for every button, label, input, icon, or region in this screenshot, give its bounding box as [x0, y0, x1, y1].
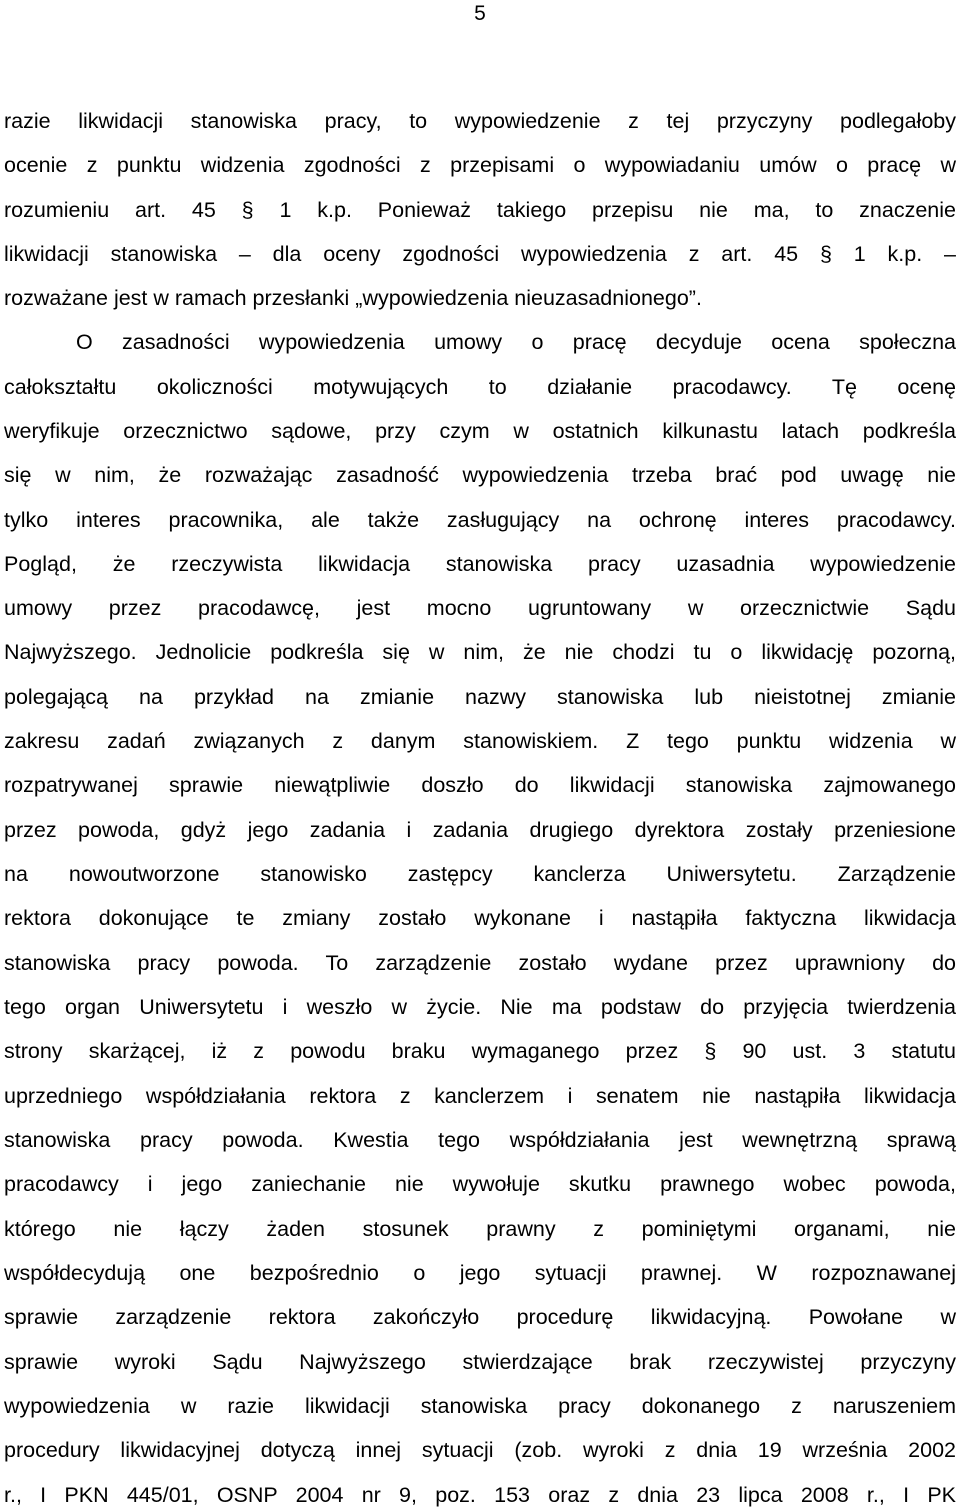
text-line: rozpatrywanej sprawie niewątpliwie doszło do likwidacji stanowiska zajmowanego	[4, 773, 956, 797]
text-line: stanowiska pracy powoda. Kwestia tego współdziałania jest wewnętrzną sprawą	[4, 1128, 956, 1152]
text-line: umowy przez pracodawcę, jest mocno ugruntowany w orzecznictwie Sądu	[4, 596, 956, 620]
text-line: zakresu zadań związanych z danym stanowiskiem. Z tego punktu widzenia w	[4, 729, 956, 753]
text-line: całokształtu okoliczności motywujących to działanie pracodawcy. Tę ocenę	[4, 375, 956, 399]
text-line: r., I PKN 445/01, OSNP 2004 nr 9, poz. 153 oraz z dnia 23 lipca 2008 r., I PK	[4, 1483, 956, 1507]
text-line: tylko interes pracownika, ale także zasługujący na ochronę interes pracodawcy.	[4, 508, 956, 532]
text-line: razie likwidacji stanowiska pracy, to wypowiedzenie z tej przyczyny podlegałoby	[4, 109, 956, 133]
text-line: sprawie zarządzenie rektora zakończyło procedurę likwidacyjną. Powołane w	[4, 1305, 956, 1329]
text-line: przez powoda, gdyż jego zadania i zadania drugiego dyrektora zostały przeniesione	[4, 818, 956, 842]
text-line: O zasadności wypowiedzenia umowy o pracę decyduje ocena społeczna	[76, 330, 956, 354]
text-line: strony skarżącej, iż z powodu braku wymaganego przez § 90 ust. 3 statutu	[4, 1039, 956, 1063]
text-line: wypowiedzenia w razie likwidacji stanowiska pracy dokonanego z naruszeniem	[4, 1394, 956, 1418]
text-line: likwidacji stanowiska – dla oceny zgodności wypowiedzenia z art. 45 § 1 k.p. –	[4, 242, 956, 266]
text-line: rozważane jest w ramach przesłanki „wypowiedzenia nieuzasadnionego”.	[4, 286, 702, 310]
text-line: ocenie z punktu widzenia zgodności z przepisami o wypowiadaniu umów o pracę w	[4, 153, 956, 177]
text-line: się w nim, że rozważając zasadność wypowiedzenia trzeba brać pod uwagę nie	[4, 463, 956, 487]
text-line: polegającą na przykład na zmianie nazwy stanowiska lub nieistotnej zmianie	[4, 685, 956, 709]
text-line: tego organ Uniwersytetu i weszło w życie. Nie ma podstaw do przyjęcia twierdzenia	[4, 995, 956, 1019]
text-line: stanowiska pracy powoda. To zarządzenie zostało wydane przez uprawniony do	[4, 951, 956, 975]
text-line: Pogląd, że rzeczywista likwidacja stanowiska pracy uzasadnia wypowiedzenie	[4, 552, 956, 576]
page-number: 5	[474, 2, 486, 25]
text-line: którego nie łączy żaden stosunek prawny z pominiętymi organami, nie	[4, 1217, 956, 1241]
text-line: pracodawcy i jego zaniechanie nie wywołuje skutku prawnego wobec powoda,	[4, 1172, 956, 1196]
text-line: rektora dokonujące te zmiany zostało wykonane i nastąpiła faktyczna likwidacja	[4, 906, 956, 930]
text-line: rozumieniu art. 45 § 1 k.p. Ponieważ takiego przepisu nie ma, to znaczenie	[4, 198, 956, 222]
text-line: Najwyższego. Jednolicie podkreśla się w nim, że nie chodzi tu o likwidację pozorną,	[4, 640, 956, 664]
text-line: procedury likwidacyjnej dotyczą innej sytuacji (zob. wyroki z dnia 19 września 2002	[4, 1438, 956, 1462]
text-line: uprzedniego współdziałania rektora z kanclerzem i senatem nie nastąpiła likwidacja	[4, 1084, 956, 1108]
text-line: współdecydują one bezpośrednio o jego sytuacji prawnej. W rozpoznawanej	[4, 1261, 956, 1285]
text-line: sprawie wyroki Sądu Najwyższego stwierdzające brak rzeczywistej przyczyny	[4, 1350, 956, 1374]
text-line: na nowoutworzone stanowisko zastępcy kanclerza Uniwersytetu. Zarządzenie	[4, 862, 956, 886]
text-line: weryfikuje orzecznictwo sądowe, przy czym w ostatnich kilkunastu latach podkreśla	[4, 419, 956, 443]
